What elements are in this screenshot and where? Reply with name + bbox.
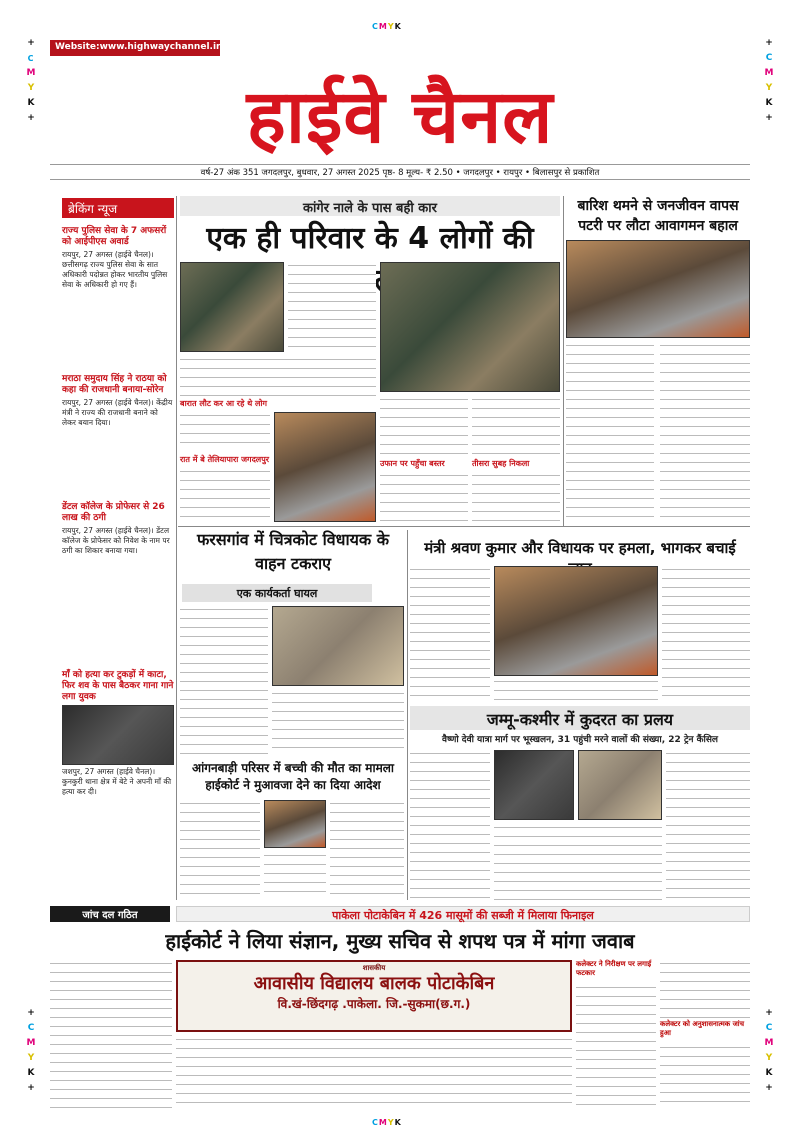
chitrakot-headline: फरसगांव में चित्रकोट विधायक के वाहन टकराए xyxy=(196,530,390,573)
lead-text-col6 xyxy=(380,472,468,522)
minister-text-col1 xyxy=(410,566,490,700)
minister-text-col2 xyxy=(662,566,750,700)
chitrakot-text-col2 xyxy=(272,690,404,754)
anganwadi-headline: आंगनबाड़ी परिसर में बच्ची की मौत का मामला हाईकोर्ट ने मुआवजा देने का दिया आदेश xyxy=(191,761,395,792)
bottom-side-note-1: कलेक्टर ने निरीक्षण पर लगाई फटकार xyxy=(576,960,652,977)
breaking-item-body: जशपुर, 27 अगस्त (हाईवे चैनल)। कुनकुरी थाना क्षेत्र में बेटे ने अपनी माँ की हत्या कर दी। xyxy=(62,767,172,796)
sign-main-text: आवासीय विद्यालय बालक पोटाकेबिन xyxy=(253,973,495,994)
bottom-text-col3 xyxy=(576,984,656,1110)
sign-top-text: शासकीय xyxy=(362,964,386,972)
jk-subhead: वैष्णो देवी यात्रा मार्ग पर भूस्खलन, 31 पहुंची मरने वालों की संख्या, 22 ट्रेन कैंसिल xyxy=(441,735,719,745)
registration-side-right: + C M Y K + xyxy=(764,38,774,123)
registration-side-left-bottom: + C M Y K + xyxy=(26,1008,36,1093)
breaking-item xyxy=(62,670,174,917)
breaking-item xyxy=(62,226,174,370)
registration-side-left: + C M Y K + xyxy=(26,38,36,123)
lead-subhead-2: रात में बे तेलियापारा जगदलपुर xyxy=(180,455,270,464)
bottom-text-col1 xyxy=(50,960,172,1110)
registration-side-right-bottom: + C M Y K + xyxy=(764,1008,774,1093)
jk-text-col1 xyxy=(410,750,490,900)
lead-headline: एक ही परिवार के 4 लोगों की xyxy=(206,221,534,256)
anganwadi-text-col3 xyxy=(330,800,404,900)
rain-text-col2 xyxy=(660,342,750,522)
lead-photo-family xyxy=(274,412,376,522)
lead-text-col1 xyxy=(288,262,376,352)
bottom-text-col5 xyxy=(660,1044,750,1110)
lead-text-col3 xyxy=(180,412,270,450)
lead-text-col8 xyxy=(472,472,560,522)
probe-label: जांच दल गठित xyxy=(50,906,170,922)
lead-photo-car xyxy=(180,262,284,352)
anganwadi-photo xyxy=(264,800,326,848)
bottom-side-note-2: कलेक्टर को अनुशासनात्मक जांच हुआ xyxy=(660,1020,745,1037)
rain-headline: बारिश थमने से जनजीवन वापस पटरी पर लौटा आवागमन बहाल xyxy=(577,198,739,234)
jk-text-col2 xyxy=(494,824,662,900)
column-divider xyxy=(407,530,408,900)
website-banner[interactable]: Website:www.highwaychannel.in xyxy=(50,40,220,56)
bottom-headline: हाईकोर्ट ने लिया संज्ञान, मुख्य सचिव से शपथ पत्र में मांगा जवाब xyxy=(165,929,635,953)
lead-subhead-1: बारात लौट कर आ रहे थे लोग xyxy=(180,399,268,408)
bottom-text-col2 xyxy=(176,1036,572,1110)
lead-text-col2 xyxy=(180,356,376,396)
jk-photo-1 xyxy=(494,750,574,820)
lead-photo-rescue xyxy=(380,262,560,392)
breaking-item-head: डेंटल कॉलेज के प्रोफेसर से 26 लाख की ठगी xyxy=(62,502,165,523)
masthead xyxy=(200,74,600,160)
chitrakot-photo xyxy=(272,606,404,686)
chitrakot-subhead: एक कार्यकर्ता घायल xyxy=(182,584,372,602)
lead-subhead-3: उफान पर पहुँचा बस्तर xyxy=(380,459,445,468)
breaking-item-body: रायपुर, 27 अगस्त (हाईवे चैनल)। केंद्रीय मंत्री ने राज्य की राजधानी बनाने को लेकर बयान दिया। xyxy=(62,398,173,427)
jk-headline: जम्मू-कश्मीर में कुदरत का प्रलय xyxy=(410,706,750,730)
sign-bottom-text: वि.खं-छिंदगढ़ .पाकेला. जि.-सुकमा(छ.ग.) xyxy=(277,997,471,1011)
minister-headline: मंत्री श्रवण कुमार और विधायक पर हमला, भागकर बचाई xyxy=(424,539,736,557)
lead-text-col4 xyxy=(180,468,270,522)
breaking-item xyxy=(62,502,174,666)
minister-caption xyxy=(494,678,658,700)
rain-text-col1 xyxy=(566,342,654,522)
anganwadi-text-col2 xyxy=(264,852,326,900)
pakela-band: पाकेला पोटाकेबिन में 426 मासूमों की सब्जी में मिलाया फिनाइल xyxy=(176,906,750,922)
registration-mark-top: CMYK xyxy=(372,22,402,31)
chitrakot-text-col1 xyxy=(180,606,268,754)
breaking-news-label: ब्रेकिंग न्यूज xyxy=(62,198,174,218)
lead-subhead-4: तीसरा सुबह निकला xyxy=(472,459,530,468)
breaking-item-head: मराठा समुदाय सिंह ने राठया को कहा की राजधानी बनाया-सोरेन xyxy=(62,374,167,395)
breaking-item xyxy=(62,374,174,498)
breaking-item-head: राज्य पुलिस सेवा के 7 अफसरों को आईपीएस अवार्ड xyxy=(62,226,167,247)
rain-photo xyxy=(566,240,750,338)
breaking-news-column xyxy=(62,222,174,921)
lead-text-col5 xyxy=(380,396,468,456)
column-divider xyxy=(563,196,564,526)
breaking-item-body: रायपुर, 27 अगस्त (हाईवे चैनल)। डेंटल कॉलेज के प्रोफेसर को निवेश के नाम पर ठगी का शिकार बनाया गया। xyxy=(62,526,170,555)
registration-mark-bottom: CMYK xyxy=(372,1118,402,1127)
jk-text-col3 xyxy=(666,750,750,900)
section-divider xyxy=(178,526,750,527)
lead-kicker: कांगेर नाले के पास बही कार xyxy=(180,196,560,216)
newspaper-title: हाईवे चैनल xyxy=(246,74,554,160)
anganwadi-text-col1 xyxy=(180,800,260,900)
breaking-photo xyxy=(62,705,174,765)
breaking-item-head: माँ को हत्या कर टुकड़ों में काटा, फिर शव के पास बैठकर गाना गाने लगा युवक xyxy=(62,670,174,702)
dateline: वर्ष-27 अंक 351 जगदलपुर, बुधवार, 27 अगस्त 2025 पृष्ठ- 8 मूल्य- ₹ 2.50 • जगदलपुर • रायपुर • बिलासपुर से प्रकाशित xyxy=(50,164,750,180)
breaking-item-body: रायपुर, 27 अगस्त (हाईवे चैनल)। छत्तीसगढ़ राज्य पुलिस सेवा के सात अधिकारी पदोन्नत होकर भारतीय पुलिस सेवा के अधिकारी हो गए हैं। xyxy=(62,250,168,289)
minister-photo xyxy=(494,566,658,676)
jk-photo-2 xyxy=(578,750,662,820)
lead-text-col7 xyxy=(472,396,560,456)
bottom-text-col4 xyxy=(660,960,750,1018)
school-sign-photo xyxy=(176,960,572,1032)
column-divider xyxy=(176,196,177,900)
